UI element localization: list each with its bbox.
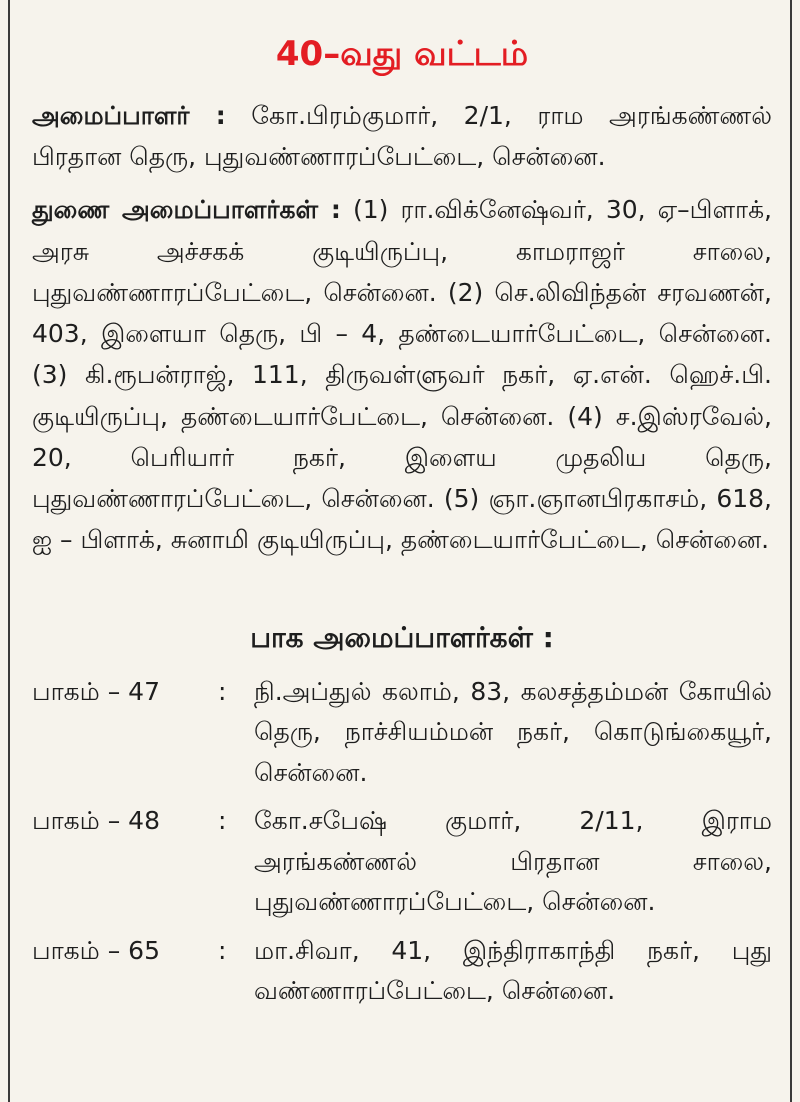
part-row [32,931,772,1012]
document-page [8,0,792,1102]
part-label: பாகம் – 65 [32,935,160,965]
part-row [32,801,772,923]
part-text: மா.சிவா, 41, இந்திராகாந்தி நகர், புது வண்ணாரப்பேட்டை, சென்னை. [254,935,772,1006]
top-cropped-text [140,0,660,10]
part-text: கோ.சபேஷ் குமார், 2/11, இராம அரங்கண்ணல் பிரதான சாலை, புதுவண்ணாரப்பேட்டை, சென்னை. [254,806,772,917]
part-colon: : [218,676,227,706]
deputy-paragraph [32,189,772,560]
parts-heading: பாக அமைப்பாளர்கள் : [250,620,554,654]
deputy-text: (1) ரா.விக்னேஷ்வர், 30, ஏ–பிளாக், அரசு அச்சகக் குடியிருப்பு, காமராஜர் சாலை, புதுவண்ணாரப்பேட்டை, சென்னை. (2) செ.லிவிந்தன் சரவணன், 403, இளையா தெரு, பி – 4, தண்டையார்பேட்டை, சென்னை. (3) கி.ரூபன்ராஜ், 111, திருவள்ளுவர் நகர், ஏ.என். ஹெச்.பி. குடியிருப்பு, தண்டையார்பேட்டை, சென்னை. (4) ச.இஸ்ரவேல், 20, பெரியார் நகர், இளைய முதலிய தெரு, புதுவண்ணாரப்பேட்டை, சென்னை. (5) ஞா.ஞானபிரகாசம், 618, ஐ – பிளாக், சுனாமி குடியிருப்பு, தண்டையார்பேட்டை, சென்னை. [32,195,773,555]
part-label: பாகம் – 48 [32,806,160,836]
part-label: பாகம் – 47 [32,676,160,706]
secretary-text: கோ.பிரம்குமார், 2/1, ராம அரங்கண்ணல் பிரதான தெரு, புதுவண்ணாரப்பேட்டை, சென்னை. [32,100,772,172]
part-colon: : [218,935,227,965]
secretary-paragraph [32,95,772,178]
secretary-label: அமைப்பாளர் : [32,100,226,130]
part-text: நி.அப்துல் கலாம், 83, கலசத்தம்மன் கோயில் தெரு, நாச்சியம்மன் நகர், கொடுங்கையூர், சென்னை. [254,676,772,787]
part-row [32,672,772,794]
deputy-label: துணை அமைப்பாளர்கள் : [32,195,341,225]
part-colon: : [218,806,227,836]
bottom-crop [10,1086,790,1102]
ward-heading: 40–வது வட்டம் [275,34,529,74]
